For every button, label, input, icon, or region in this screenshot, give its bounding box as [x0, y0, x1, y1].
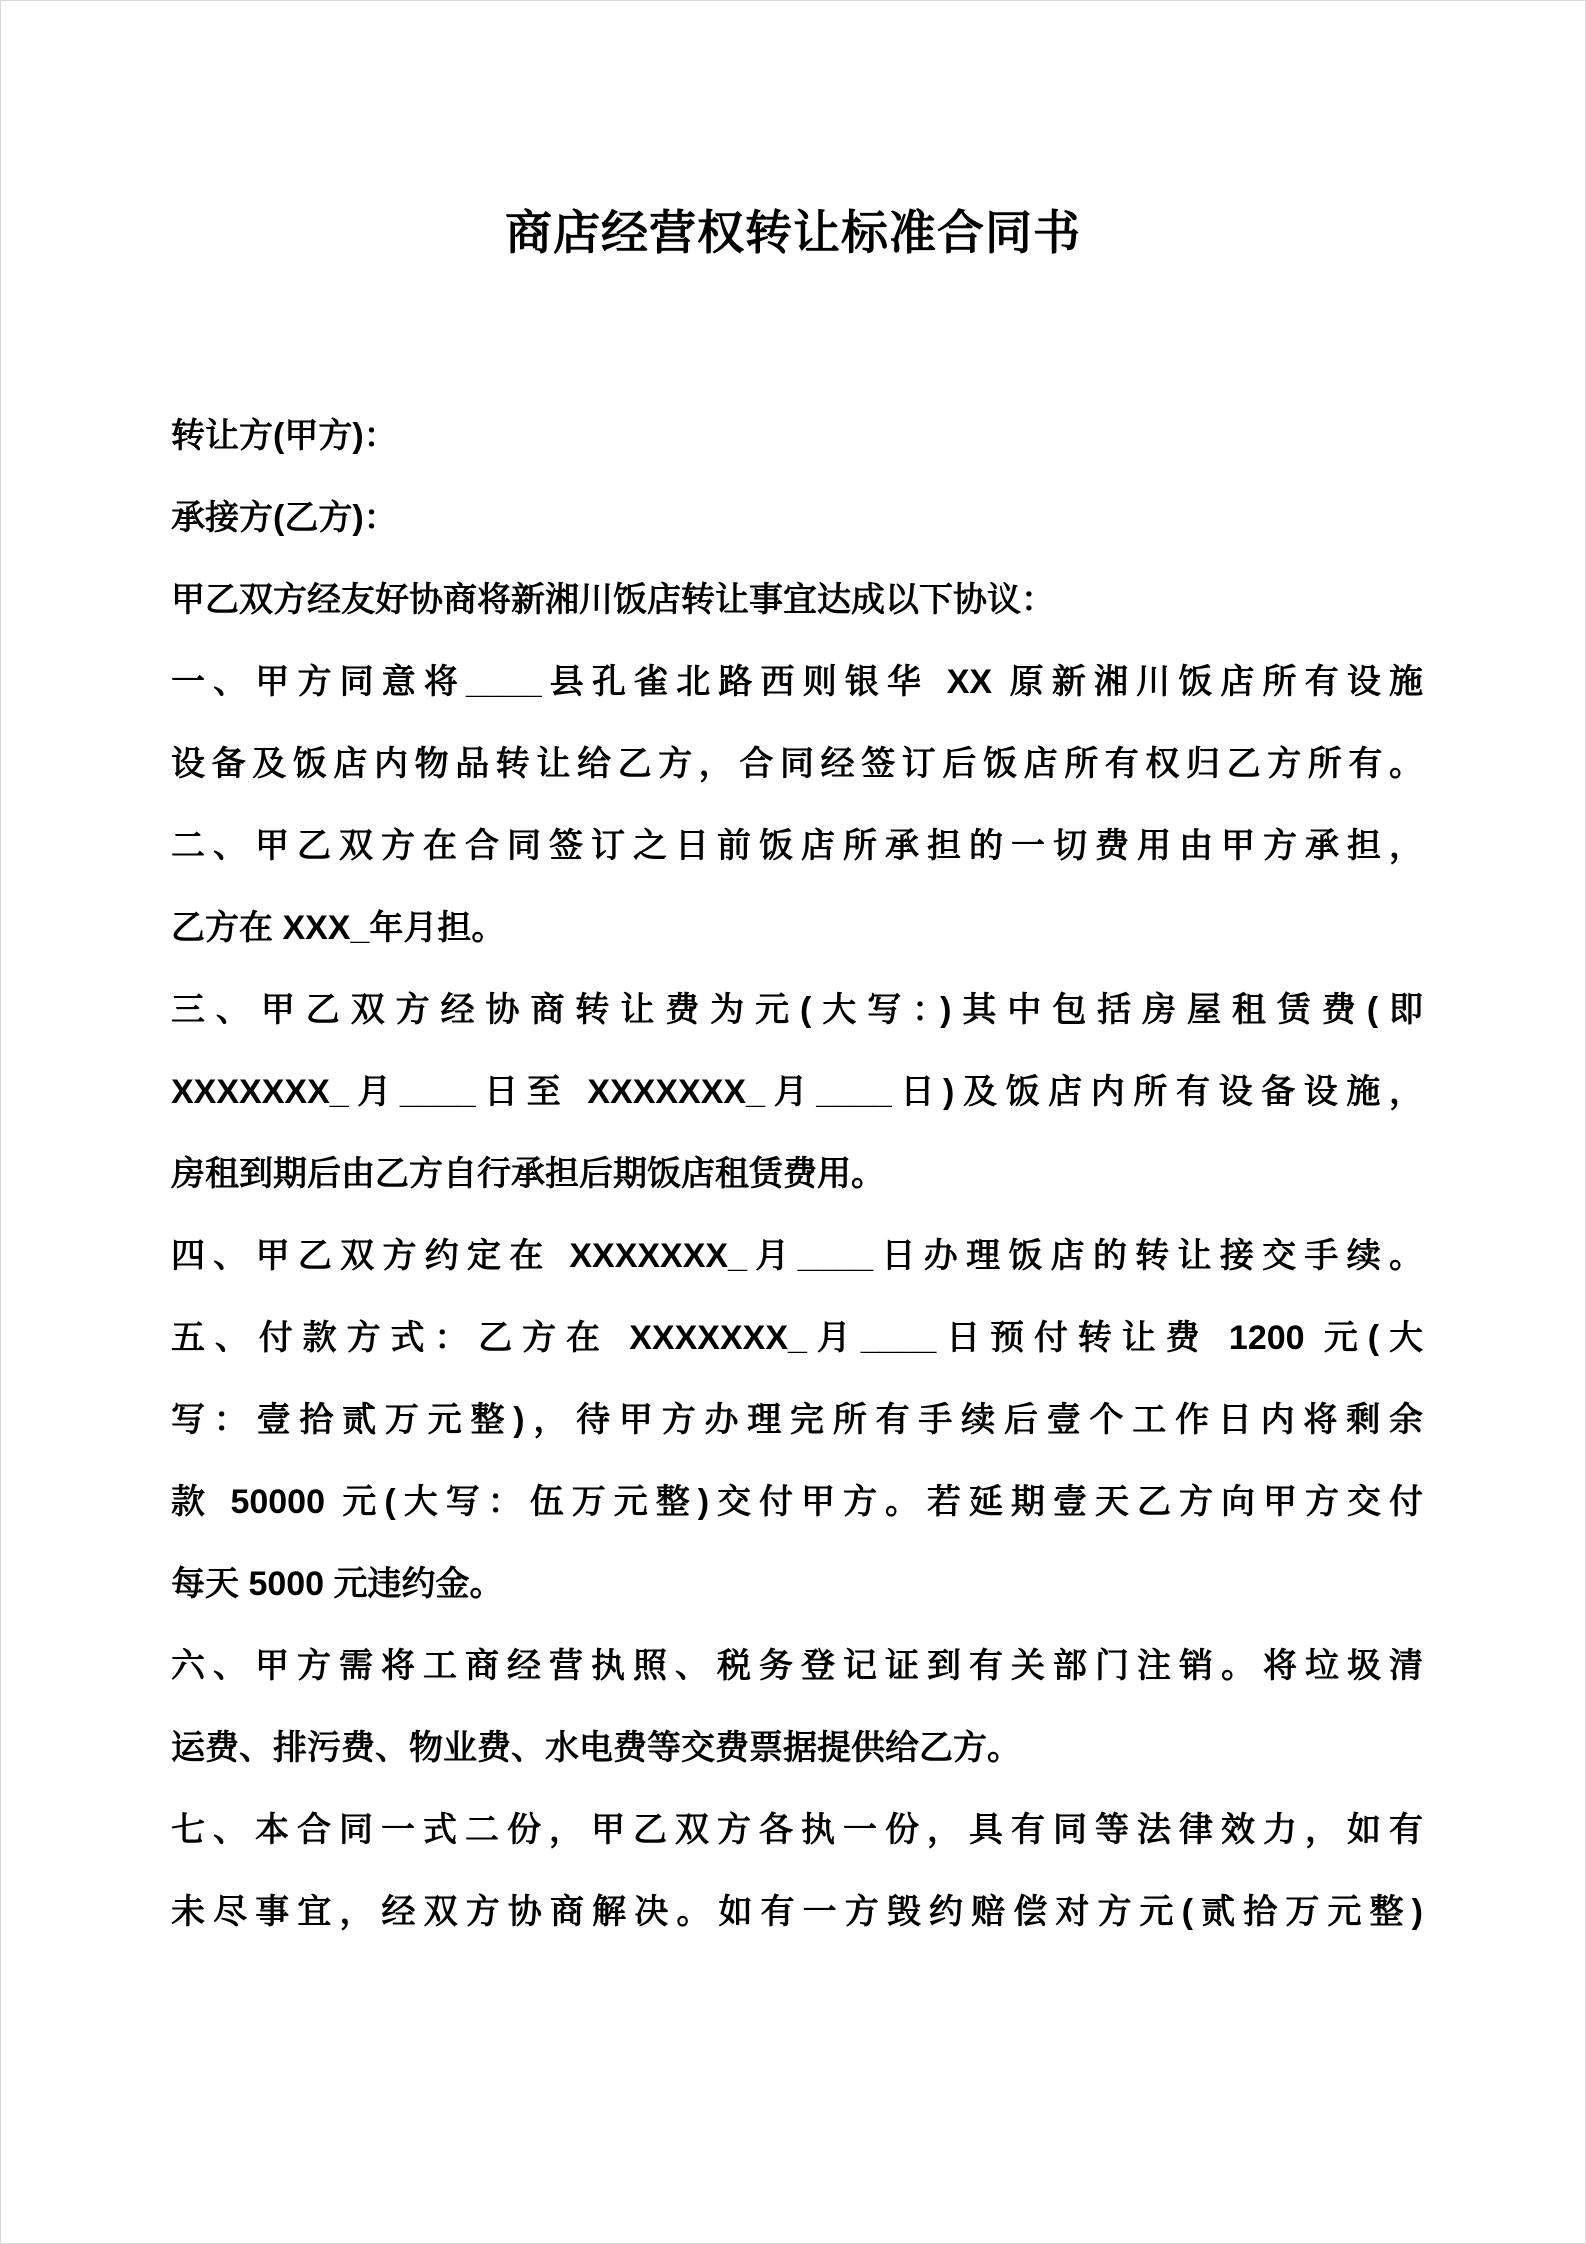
contract-line: 房租到期后由乙方自行承担后期饭店租赁费用。 [171, 1155, 885, 1193]
contract-line: 写：壹拾贰万元整)，待甲方办理完所有手续后壹个工作日内将剩余 [171, 1401, 1423, 1439]
contract-line: 款 50000 元(大写：伍万元整)交付甲方。若延期壹天乙方向甲方交付 [171, 1483, 1423, 1521]
contract-line: 未尽事宜，经双方协商解决。如有一方毁约赔偿对方元(贰拾万元整) [171, 1893, 1423, 1931]
contract-line: 承接方(乙方)： [171, 499, 398, 537]
contract-body [171, 395, 1423, 1953]
contract-line: 甲乙双方经友好协商将新湘川饭店转让事宜达成以下协议： [171, 581, 1055, 619]
document-title: 商店经营权转让标准合同书 [505, 206, 1081, 259]
contract-line: 四、甲乙双方约定在 XXXXXXX_月____日办理饭店的转让接交手续。 [171, 1237, 1423, 1275]
contract-line: 转让方(甲方)： [171, 417, 398, 455]
contract-line: 六、甲方需将工商经营执照、税务登记证到有关部门注销。将垃圾清 [171, 1647, 1423, 1685]
contract-line: 每天 5000 元违约金。 [171, 1565, 504, 1603]
contract-line: 设备及饭店内物品转让给乙方，合同经签订后饭店所有权归乙方所有。 [171, 745, 1423, 783]
contract-line: 乙方在 XXX_年月担。 [171, 909, 506, 947]
contract-line: XXXXXXX_月____日至 XXXXXXX_月____日)及饭店内所有设备设施， [171, 1073, 1423, 1111]
contract-line: 七、本合同一式二份，甲乙双方各执一份，具有同等法律效力，如有 [171, 1811, 1423, 1849]
contract-line: 一、甲方同意将____县孔雀北路西则银华 XX 原新湘川饭店所有设施 [171, 663, 1423, 701]
contract-line: 运费、排污费、物业费、水电费等交费票据提供给乙方。 [171, 1729, 1021, 1767]
contract-line: 五、付款方式：乙方在 XXXXXXX_月____日预付转让费 1200 元(大 [171, 1319, 1423, 1357]
contract-line: 三、甲乙双方经协商转让费为元(大写：)其中包括房屋租赁费(即 [171, 991, 1423, 1029]
contract-line: 二、甲乙双方在合同签订之日前饭店所承担的一切费用由甲方承担， [171, 827, 1423, 865]
